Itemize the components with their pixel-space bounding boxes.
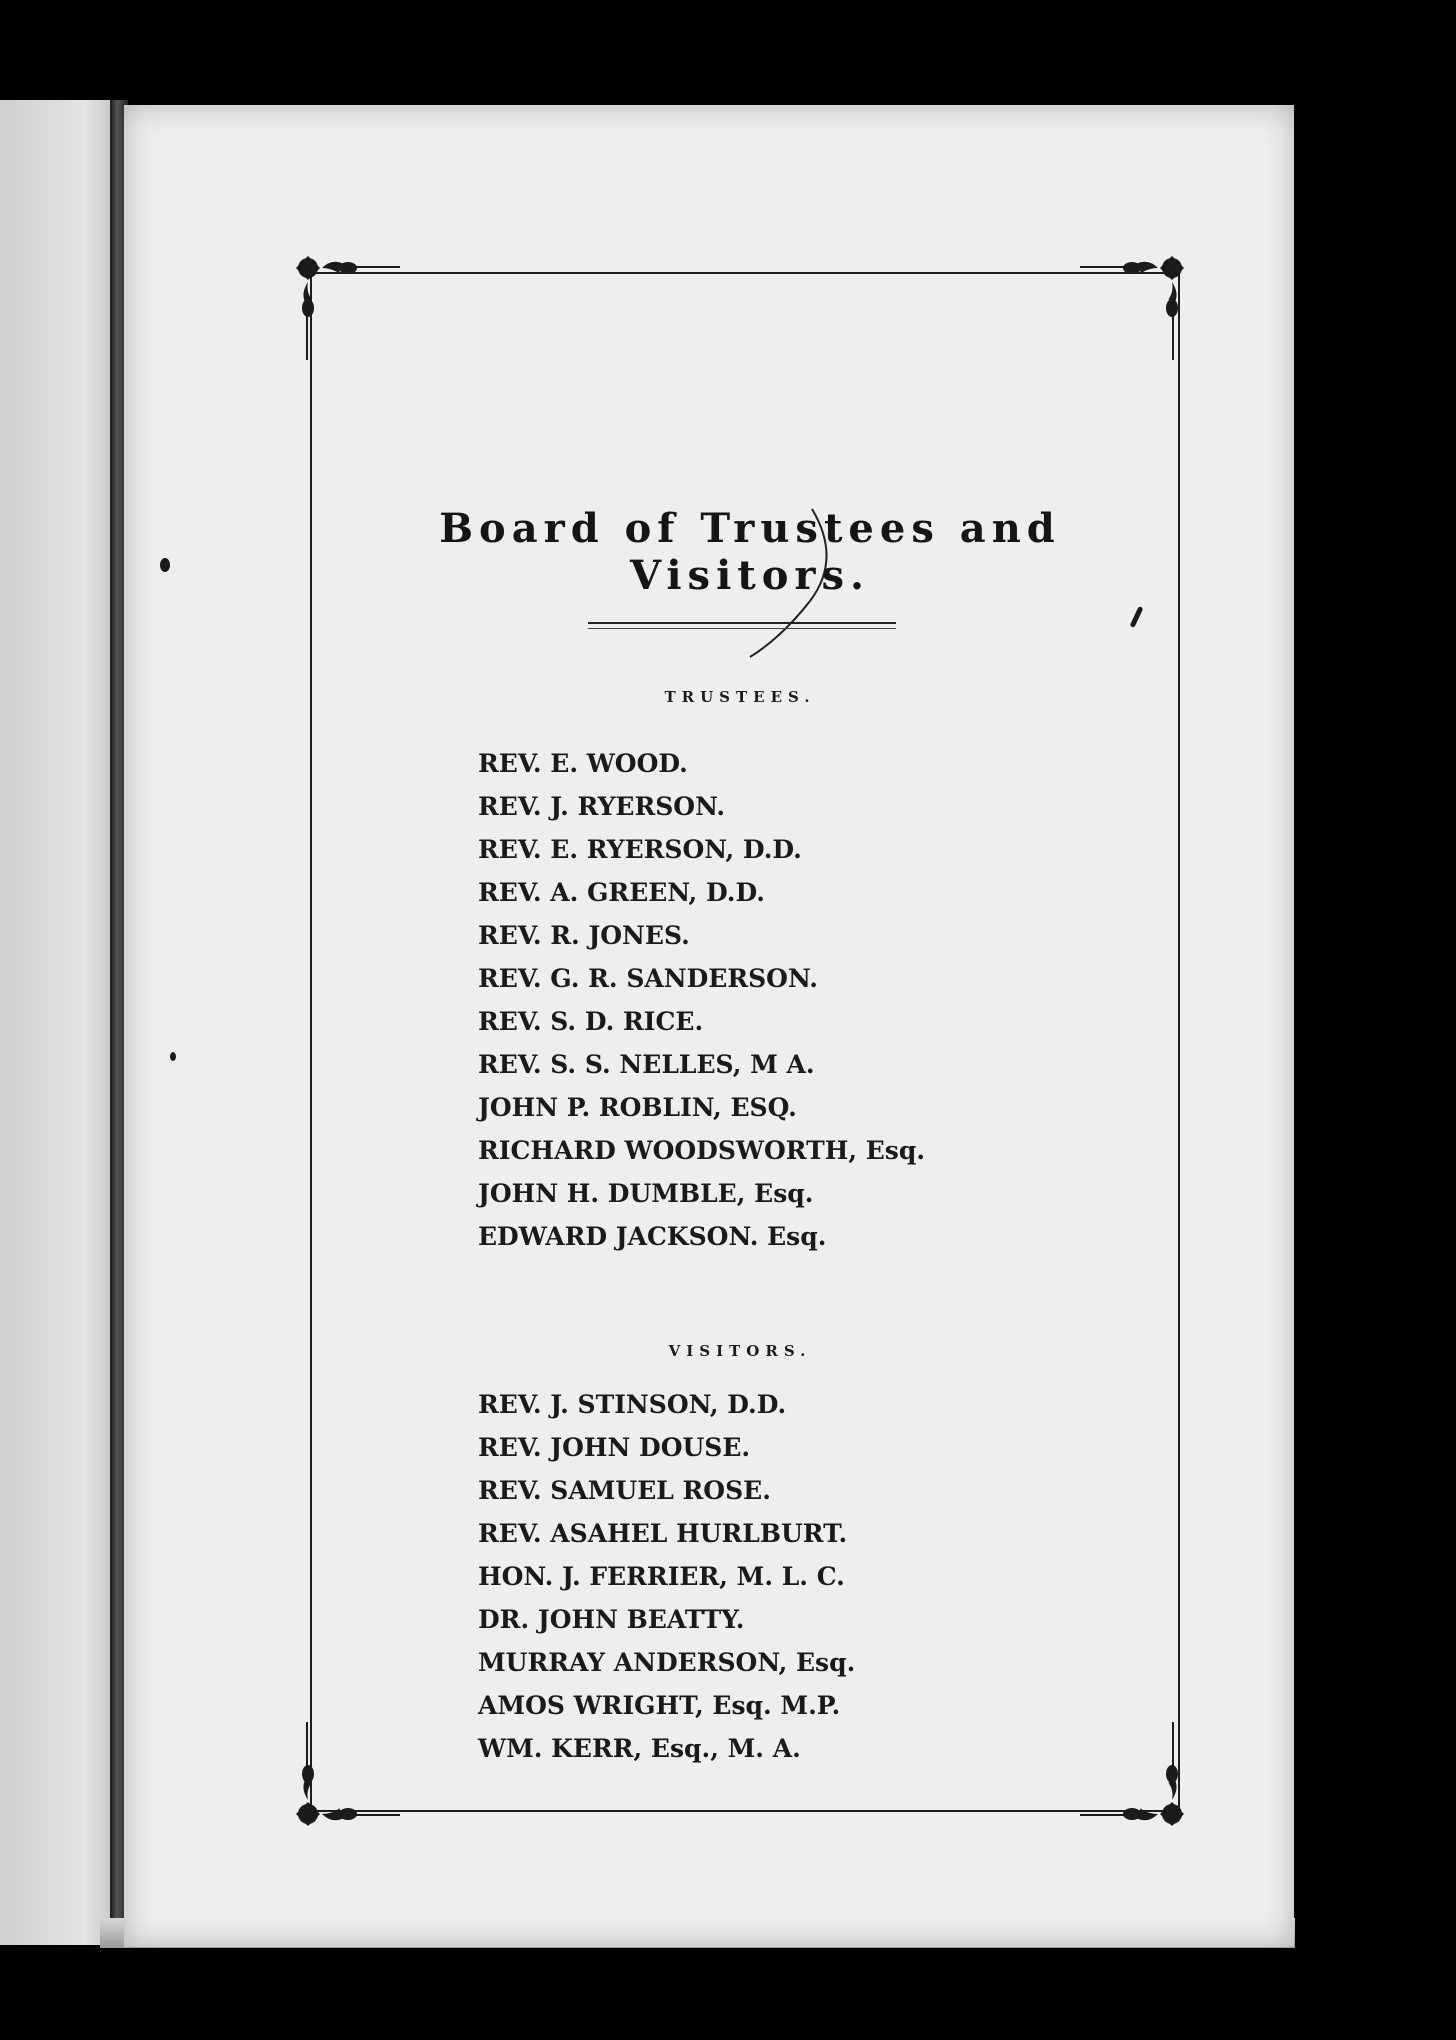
list-item: REV. A. GREEN, D.D. — [478, 878, 765, 907]
corner-ornament-icon — [286, 246, 406, 366]
corner-ornament-icon — [286, 1716, 406, 1836]
list-item: AMOS WRIGHT, Esq. M.P. — [478, 1691, 841, 1720]
list-item: HON. J. FERRIER, M. L. C. — [478, 1562, 845, 1591]
corner-ornament-icon — [1074, 246, 1194, 366]
list-item: REV. E. RYERSON, D.D. — [478, 835, 802, 864]
list-item: EDWARD JACKSON. Esq. — [478, 1222, 827, 1251]
visitors-list — [478, 1383, 855, 1770]
list-item: REV. J. RYERSON. — [478, 792, 726, 821]
list-item: MURRAY ANDERSON, Esq. — [478, 1648, 856, 1677]
list-item: REV. S. D. RICE. — [478, 1007, 704, 1036]
ink-speck — [170, 1052, 176, 1061]
list-item: WM. KERR, Esq., M. A. — [478, 1734, 801, 1763]
section-heading-trustees: TRUSTEES. — [664, 688, 816, 706]
list-item: REV. E. WOOD. — [478, 749, 688, 778]
pencil-mark-icon — [740, 505, 840, 665]
page-title: Board of Trustees and Visitors. — [439, 505, 1061, 599]
list-item: REV. R. JONES. — [478, 921, 690, 950]
list-item: DR. JOHN BEATTY. — [478, 1605, 745, 1634]
title-divider — [588, 622, 896, 629]
list-item: REV. SAMUEL ROSE. — [478, 1476, 771, 1505]
list-item: JOHN P. ROBLIN, ESQ. — [478, 1093, 797, 1122]
ink-speck — [160, 558, 170, 572]
trustees-list — [478, 742, 925, 1258]
list-item: RICHARD WOODSWORTH, Esq. — [478, 1136, 926, 1165]
section-heading-visitors: VISITORS. — [668, 1342, 812, 1360]
facing-page-edge — [0, 100, 122, 1945]
list-item: REV. G. R. SANDERSON. — [478, 964, 818, 993]
list-item: REV. J. STINSON, D.D. — [478, 1390, 787, 1419]
list-item: REV. S. S. NELLES, M A. — [478, 1050, 815, 1079]
list-item: JOHN H. DUMBLE, Esq. — [478, 1179, 814, 1208]
list-item: REV. ASAHEL HURLBURT. — [478, 1519, 848, 1548]
corner-ornament-icon — [1074, 1716, 1194, 1836]
list-item: REV. JOHN DOUSE. — [478, 1433, 751, 1462]
